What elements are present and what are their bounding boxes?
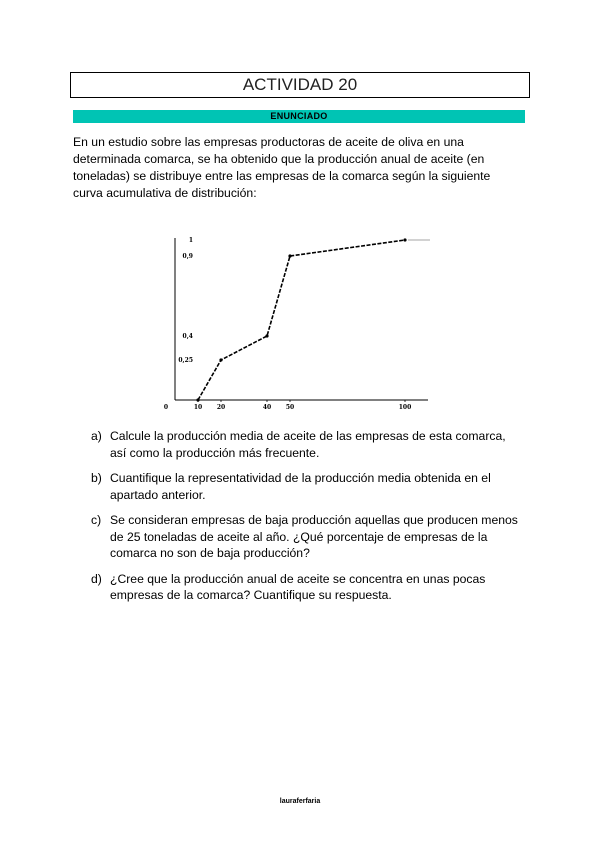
- y-tick-label: 1: [188, 237, 193, 244]
- question-text: Cuantifique la representatividad de la producción media obtenida en el apartado anterior.: [110, 471, 491, 502]
- cumulative-curve: [198, 240, 405, 400]
- data-point: [265, 334, 268, 337]
- question-marker: b): [91, 471, 102, 485]
- data-point: [288, 254, 291, 257]
- question-text: Calcule la producción media de aceite de las empresas de esta comarca, así como la producción más frecuente.: [110, 429, 506, 460]
- x-tick-label: 20: [216, 404, 226, 411]
- question-text: ¿Cree que la producción anual de aceite se concentra en unas pocas empresas de la comarca? Cuantifique su respuesta.: [110, 571, 486, 602]
- intro-paragraph: En un estudio sobre las empresas productoras de aceite de oliva en una determinada comarca, se ha obtenido que la producción anual de aceite (en toneladas) se distribuye entre las empresas de la comarca según la siguiente curva acumulativa de distribución:: [73, 135, 491, 200]
- x-tick-label: 100: [398, 404, 412, 411]
- section-header-enunciado: ENUNCIADO: [73, 110, 525, 123]
- question-item: [91, 512, 521, 562]
- question-item: [91, 428, 521, 461]
- y-tick-label: 0,9: [182, 253, 193, 260]
- cumulative-distribution-chart: [163, 228, 435, 418]
- y-tick-label: 0,25: [178, 357, 193, 364]
- data-point: [219, 358, 222, 361]
- footer-author: lauraferfaria: [279, 798, 321, 805]
- x-tick-label: 50: [285, 404, 295, 411]
- question-marker: d): [91, 571, 102, 586]
- data-point: [196, 398, 199, 401]
- activity-title: ACTIVIDAD 20: [70, 72, 530, 98]
- question-item: [91, 571, 521, 604]
- y-tick-label: 0,4: [182, 333, 193, 340]
- x-tick-label: 10: [193, 404, 203, 411]
- question-marker: c): [91, 513, 102, 527]
- question-text: Se consideran empresas de baja producción aquellas que producen menos de 25 toneladas de aceite al año. ¿Qué porcentaje de empresas de la comarca no son de baja producción?: [110, 513, 518, 560]
- x-tick-label: 0: [163, 404, 169, 411]
- x-tick-label: 40: [262, 404, 272, 411]
- question-item: [91, 470, 521, 503]
- question-list: [91, 428, 521, 613]
- question-marker: a): [91, 429, 102, 443]
- data-point: [403, 238, 406, 241]
